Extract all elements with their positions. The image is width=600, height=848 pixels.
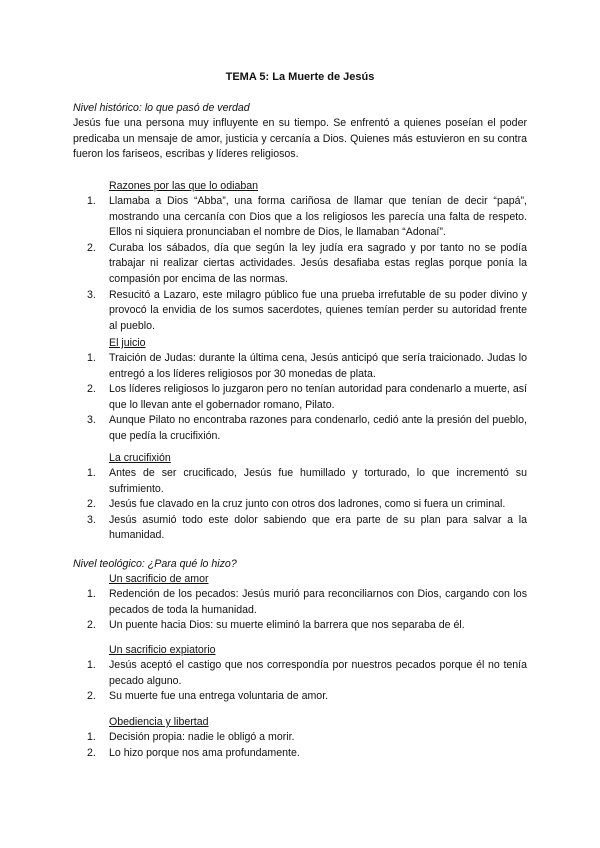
subheading-razones: Razones por las que lo odiaban: [109, 180, 259, 192]
subheading-sacrificio-amor: Un sacrificio de amor: [109, 573, 209, 585]
page-title: TEMA 5: La Muerte de Jesús: [225, 71, 375, 83]
subheading-juicio: El juicio: [109, 337, 146, 349]
list-item: 1. Decisión propia: nadie le obligó a morir.: [87, 731, 295, 743]
list-item: 3. Jesús asumió todo este dolor sabiendo que era parte de su plan para salvar a la humanidad.: [87, 513, 527, 542]
list-item: 1. Llamaba a Dios “Abba”, una forma cariñosa de llamar que tenían de decir “papá”, mostrando una cercanía con Dios que a los religiosos les parecía una falta de respeto. Ellos ni siquiera pronunciaban el nombre de Dios, le llamaban “Adonaí”.: [87, 195, 527, 239]
list-item: 2. Jesús fue clavado en la cruz junto con otros dos ladrones, como si fuera un criminal.: [87, 498, 506, 511]
list-item: 2. Los líderes religiosos lo juzgaron pero no tenían autoridad para condenarlo a muerte, así que lo llevan ante el gobernador romano, Pilato.: [87, 383, 527, 411]
subheading-obediencia: Obediencia y libertad: [109, 716, 209, 728]
list-obediencia: [73, 730, 527, 761]
section-heading-historico: Nivel histórico: lo que pasó de verdad: [73, 102, 250, 114]
list-item: 1. Antes de ser crucificado, Jesús fue humillado y torturado, lo que incrementó su sufrimiento.: [87, 467, 527, 495]
list-item: 2. Curaba los sábados, día que según la ley judía era sagrado y por tanto no se podía trabajar ni realizar ciertas actividades. Jesús desafiaba estas reglas porque ponía la compasión por encima de las normas.: [87, 241, 527, 285]
list-sacrificio-expiatorio: [73, 658, 527, 705]
list-juicio: [73, 351, 527, 445]
list-sacrificio-amor: [73, 587, 527, 634]
subheading-crucifixion: La crucifixión: [109, 452, 171, 464]
subheading-sacrificio-expiatorio: Un sacrificio expiatorio: [109, 644, 216, 656]
list-item: 3. Aunque Pilato no encontraba razones para condenarlo, cedió ante la presión del pueblo, que pedía la crucifixión.: [87, 414, 527, 442]
list-item: 1. Jesús aceptó el castigo que nos correspondía por nuestros pecados porque él no tenía pecado alguno.: [87, 659, 527, 687]
list-crucifixion: [73, 466, 527, 544]
section-heading-teologico: Nivel teológico: ¿Para qué lo hizo?: [73, 558, 237, 570]
list-item: 1. Traición de Judas: durante la última cena, Jesús anticipó que sería traicionado. Judas lo entregó a los líderes religiosos por 30 monedas de plata.: [87, 352, 527, 380]
list-item: 2. Su muerte fue una entrega voluntaria de amor.: [87, 690, 329, 703]
intro-paragraph: Jesús fue una persona muy influyente en su tiempo. Se enfrentó a quienes poseían el poder predicaba un mensaje de amor, justicia y cercanía a Dios. Quienes más estuvieron en su contra fueron los fariseos, escribas y líderes religiosos.: [73, 117, 527, 161]
list-item: 2. Lo hizo porque nos ama profundamente.: [87, 746, 300, 759]
list-item: 1. Redención de los pecados: Jesús murió para reconciliarnos con Dios, cargando con los pecados de toda la humanidad.: [87, 588, 527, 616]
list-item: 2. Un puente hacia Dios: su muerte eliminó la barrera que nos separaba de él.: [87, 619, 465, 632]
list-item: 3. Resucitó a Lazaro, este milagro público fue una prueba irrefutable de su poder divino y provocó la envidia de los sumos sacerdotes, quienes temían perder su autoridad frente al pueblo.: [87, 288, 527, 332]
list-razones: [73, 194, 527, 334]
